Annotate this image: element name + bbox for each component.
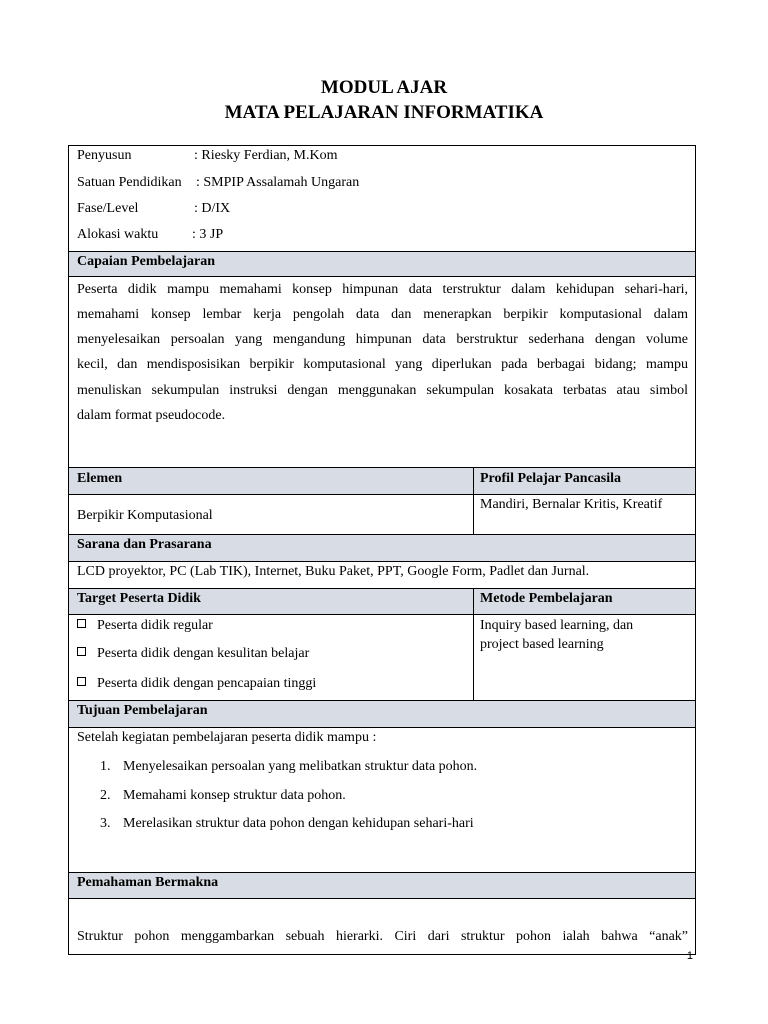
tujuan-heading: Tujuan Pembelajaran [69, 700, 695, 728]
capaian-line: menuliskan sekumpulan instruksi dengan menggunakan sekumpulan kosakata terbatas atau simbol [77, 383, 688, 398]
target-item-label: Peserta didik dengan kesulitan belajar [97, 646, 310, 661]
profil-heading: Profil Pelajar Pancasila [480, 471, 622, 486]
target-item-label: Peserta didik regular [97, 618, 213, 633]
metode-line: project based learning [480, 637, 604, 652]
identity-value-fase: : D/IX [194, 201, 231, 216]
sarana-value: LCD proyektor, PC (Lab TIK), Internet, Buku Paket, PPT, Google Form, Padlet dan Jurnal. [77, 564, 590, 579]
tujuan-intro: Setelah kegiatan pembelajaran peserta didik mampu : [77, 730, 377, 745]
target-heading: Target Peserta Didik [77, 591, 201, 606]
capaian-heading: Capaian Pembelajaran [69, 251, 695, 277]
sarana-heading: Sarana dan Prasarana [69, 534, 695, 562]
tujuan-item-number: 2. [100, 788, 111, 803]
capaian-line: Peserta didik mampu memahami konsep himpunan data terstruktur dalam kehidupan sehari-hari, [77, 282, 688, 297]
document-subtitle: MATA PELAJARAN INFORMATIKA [224, 102, 544, 123]
target-item [77, 675, 316, 693]
tujuan-item-number: 1. [100, 759, 111, 774]
capaian-line: dalam format pseudocode. [77, 408, 226, 423]
identity-value-satuan: : SMPIP Assalamah Ungaran [196, 175, 360, 190]
identity-value-penyusun: : Riesky Ferdian, M.Kom [194, 148, 338, 163]
identity-label-alokasi: Alokasi waktu [77, 227, 159, 242]
identity-label-fase: Fase/Level [77, 201, 139, 216]
column-divider [473, 588, 474, 701]
tujuan-item-text: Menyelesaikan persoalan yang melibatkan struktur data pohon. [123, 759, 478, 774]
capaian-line: kecil, dan mendisposisikan berpikir komputasional yang diperlukan pada berbagai bidang; mampu [77, 357, 688, 372]
identity-value-alokasi: : 3 JP [192, 227, 224, 242]
checkbox-icon [77, 619, 86, 628]
checkbox-icon [77, 647, 86, 656]
page-number: 1 [686, 950, 693, 962]
elemen-value: Berpikir Komputasional [77, 508, 213, 523]
capaian-line: menyelesaikan persoalan yang mengandung himpunan data berstruktur sederhana dengan volume [77, 332, 688, 347]
pemahaman-text: Struktur pohon menggambarkan sebuah hierarki. Ciri dari struktur pohon ialah bahwa “anak” [77, 929, 688, 944]
target-item [77, 617, 213, 635]
identity-label-satuan: Satuan Pendidikan [77, 175, 182, 190]
pemahaman-heading: Pemahaman Bermakna [69, 872, 695, 899]
capaian-line: memahami konsep lembar kerja pengolah data dan menerapkan berpikir komputasional dalam [77, 307, 688, 322]
profil-value: Mandiri, Bernalar Kritis, Kreatif [480, 497, 663, 512]
identity-label-penyusun: Penyusun [77, 148, 132, 163]
tujuan-item-text: Merelasikan struktur data pohon dengan kehidupan sehari-hari [123, 816, 474, 831]
metode-line: Inquiry based learning, dan [480, 618, 634, 633]
column-divider [473, 467, 474, 535]
tujuan-item-text: Memahami konsep struktur data pohon. [123, 788, 346, 803]
document-title: MODUL AJAR [320, 77, 448, 98]
tujuan-item-number: 3. [100, 816, 111, 831]
elemen-heading: Elemen [77, 471, 123, 486]
metode-heading: Metode Pembelajaran [480, 591, 613, 606]
target-item-label: Peserta didik dengan pencapaian tinggi [97, 676, 317, 691]
target-item [77, 645, 309, 663]
checkbox-icon [77, 677, 86, 686]
